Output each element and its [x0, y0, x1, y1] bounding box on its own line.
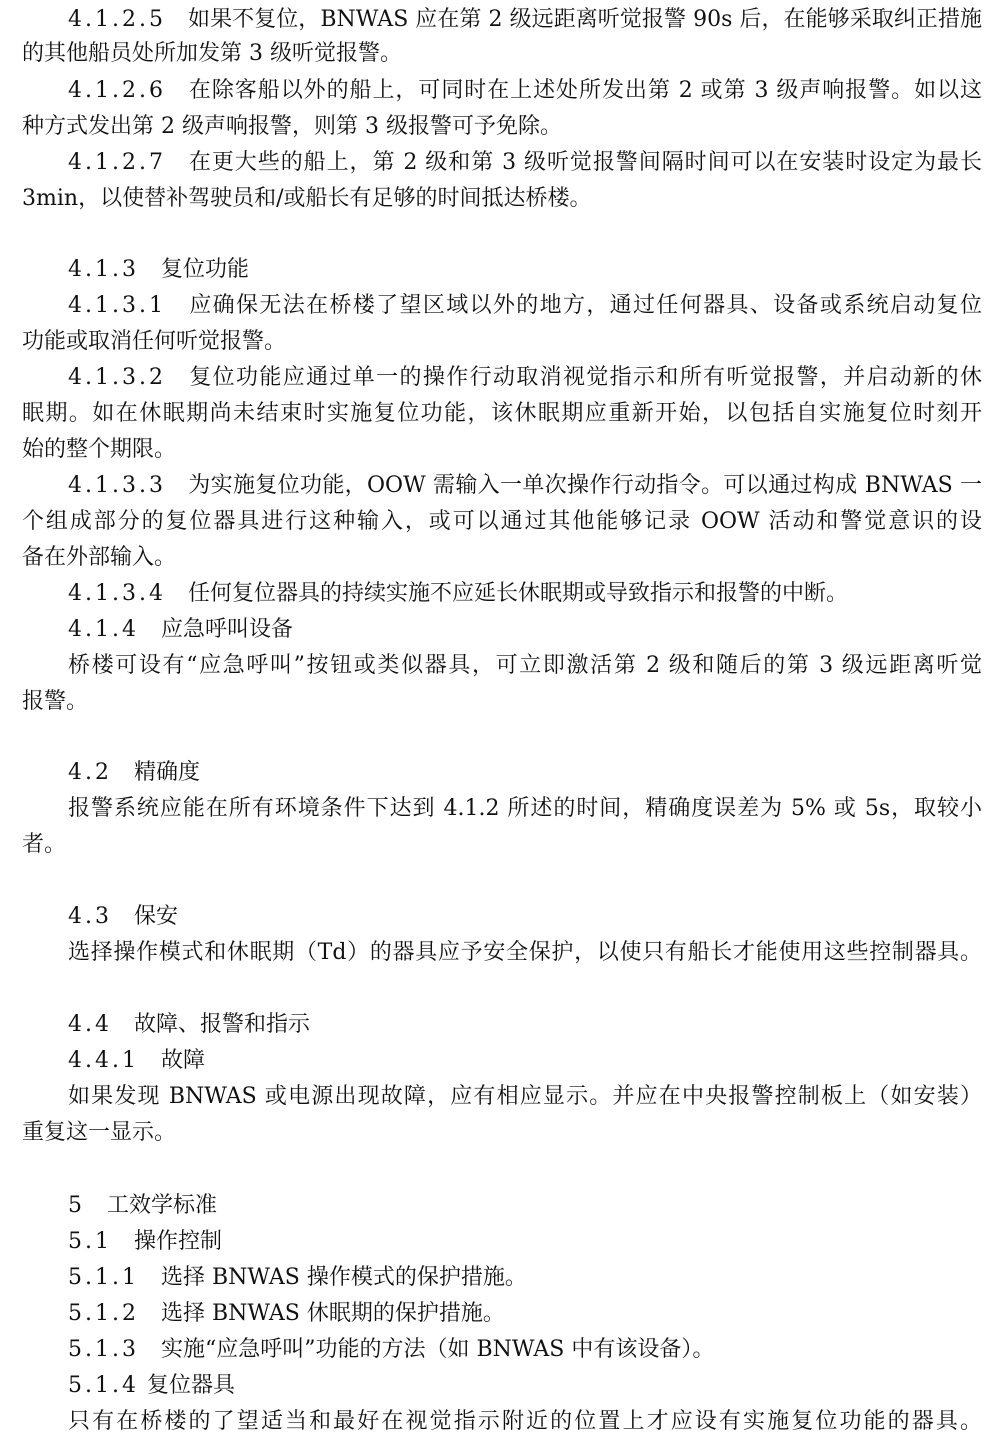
clause-number: 4.1.2.6 [68, 78, 166, 103]
section-heading-4-4-1 [68, 1043, 982, 1079]
clause-text: 实施“应急呼叫”功能的方法（如 BNWAS 中有该设备）。 [160, 1337, 715, 1362]
section-title: 精确度 [134, 760, 201, 785]
section-number: 5.1.4 [68, 1373, 139, 1398]
section-heading-4-1-3 [68, 252, 982, 288]
section-number: 4.2 [68, 760, 112, 785]
clause-text: 为实施复位功能，OOW 需输入一单次操作行动指令。可以通过构成 BNWAS 一 [187, 473, 982, 498]
section-heading-4-1-4 [68, 612, 982, 648]
clause-text: 应确保无法在桥楼了望区域以外的地方，通过任何器具、设备或系统启动复位 [187, 293, 982, 318]
paragraph-4-2-line-1: 报警系统应能在所有环境条件下达到 4.1.2 所述的时间，精确度误差为 5% 或 5s，取较小 [68, 796, 982, 821]
clause-4-1-2-6-line-1 [68, 73, 982, 109]
clause-text: 复位功能应通过单一的操作行动取消视觉指示和所有听觉报警，并启动新的休 [187, 365, 982, 390]
section-heading-4-3 [68, 899, 982, 935]
clause-number: 4.1.3.1 [68, 293, 166, 318]
clause-number: 4.1.3.4 [68, 581, 166, 606]
section-number: 4.4.1 [68, 1048, 139, 1073]
clause-4-1-3-3-line-1 [68, 468, 982, 504]
section-title: 应急呼叫设备 [160, 617, 293, 642]
section-heading-5 [68, 1188, 982, 1224]
section-number: 5 [68, 1193, 85, 1218]
section-title: 工效学标准 [107, 1193, 218, 1218]
clause-text: 在除客船以外的船上，可同时在上述处所发出第 2 或第 3 级声响报警。如以这 [187, 78, 982, 103]
clause-number: 4.1.2.7 [68, 150, 166, 175]
clause-4-1-2-7-line-2: 3min，以使替补驾驶员和/或船长有足够的时间抵达桥楼。 [22, 186, 592, 211]
clause-4-1-3-2-line-1 [68, 360, 982, 396]
clause-text: 选择 BNWAS 休眠期的保护措施。 [160, 1301, 505, 1326]
section-number: 4.3 [68, 904, 112, 929]
clause-4-1-3-2-line-3: 始的整个期限。 [22, 437, 177, 462]
clause-4-1-3-1-line-1 [68, 288, 982, 324]
section-title: 故障、报警和指示 [134, 1012, 311, 1037]
section-title: 复位功能 [160, 257, 249, 282]
clause-number: 5.1.2 [68, 1301, 139, 1326]
clause-text: 选择 BNWAS 操作模式的保护措施。 [160, 1265, 527, 1290]
clause-5-1-3 [68, 1332, 982, 1368]
clause-4-1-2-6-line-2: 种方式发出第 2 级声响报警，则第 3 级报警可予免除。 [22, 114, 562, 139]
paragraph-4-1-4-line-2: 报警。 [22, 689, 89, 714]
paragraph-4-3-line-1: 选择操作模式和休眠期（Td）的器具应予安全保护，以使只有船长才能使用这些控制器具。 [68, 940, 982, 965]
paragraph-4-4-1-line-2: 重复这一显示。 [22, 1120, 177, 1145]
clause-4-1-3-3-line-2: 个组成部分的复位器具进行这种输入，或可以通过其他能够记录 OOW 活动和警觉意识的设 [22, 509, 982, 534]
section-number: 4.1.3 [68, 257, 139, 282]
clause-text: 如果不复位，BNWAS 应在第 2 级远距离听觉报警 90s 后，在能够采取纠正措施 [187, 7, 982, 32]
paragraph-4-2-line-2: 者。 [22, 832, 67, 857]
clause-number: 4.1.3.2 [68, 365, 166, 390]
clause-4-1-3-4-line-1 [68, 576, 982, 612]
clause-4-1-2-5-line-2: 的其他船员处所加发第 3 级听觉报警。 [22, 41, 402, 66]
paragraph-4-1-4-line-1: 桥楼可设有“应急呼叫”按钮或类似器具，可立即激活第 2 级和随后的第 3 级远距离听觉 [68, 653, 982, 678]
clause-number: 4.1.2.5 [68, 7, 166, 32]
section-number: 4.1.4 [68, 617, 139, 642]
clause-number: 5.1.3 [68, 1337, 139, 1362]
clause-5-1-1 [68, 1260, 982, 1296]
section-heading-5-1 [68, 1224, 982, 1260]
clause-text: 任何复位器具的持续实施不应延长休眠期或导致指示和报警的中断。 [187, 581, 848, 606]
paragraph-4-4-1-line-1: 如果发现 BNWAS 或电源出现故障，应有相应显示。并应在中央报警控制板上（如安装） [68, 1084, 982, 1109]
section-number: 5.1 [68, 1229, 112, 1254]
clause-text: 在更大些的船上，第 2 级和第 3 级听觉报警间隔时间可以在安装时设定为最长 [187, 150, 982, 175]
paragraph-5-1-4-line-1: 只有在桥楼的了望适当和最好在视觉指示附近的位置上才应设有实施复位功能的器具。 [68, 1409, 982, 1434]
clause-4-1-3-2-line-2: 眠期。如在休眠期尚未结束时实施复位功能，该休眠期应重新开始，以包括自实施复位时刻开 [22, 401, 982, 426]
clause-4-1-3-1-line-2: 功能或取消任何听觉报警。 [22, 329, 287, 354]
section-title: 保安 [134, 904, 179, 929]
section-heading-4-2 [68, 755, 982, 791]
clause-number: 5.1.1 [68, 1265, 139, 1290]
section-heading-5-1-4 [68, 1368, 982, 1404]
clause-4-1-2-7-line-1 [68, 145, 982, 181]
section-title: 故障 [160, 1048, 205, 1073]
section-title: 操作控制 [134, 1229, 223, 1254]
clause-5-1-2 [68, 1296, 982, 1332]
clause-number: 4.1.3.3 [68, 473, 166, 498]
clause-4-1-2-5-line-1 [68, 2, 982, 38]
section-number: 4.4 [68, 1012, 112, 1037]
section-title: 复位器具 [146, 1373, 235, 1398]
section-heading-4-4 [68, 1007, 982, 1043]
clause-4-1-3-3-line-3: 备在外部输入。 [22, 545, 177, 570]
